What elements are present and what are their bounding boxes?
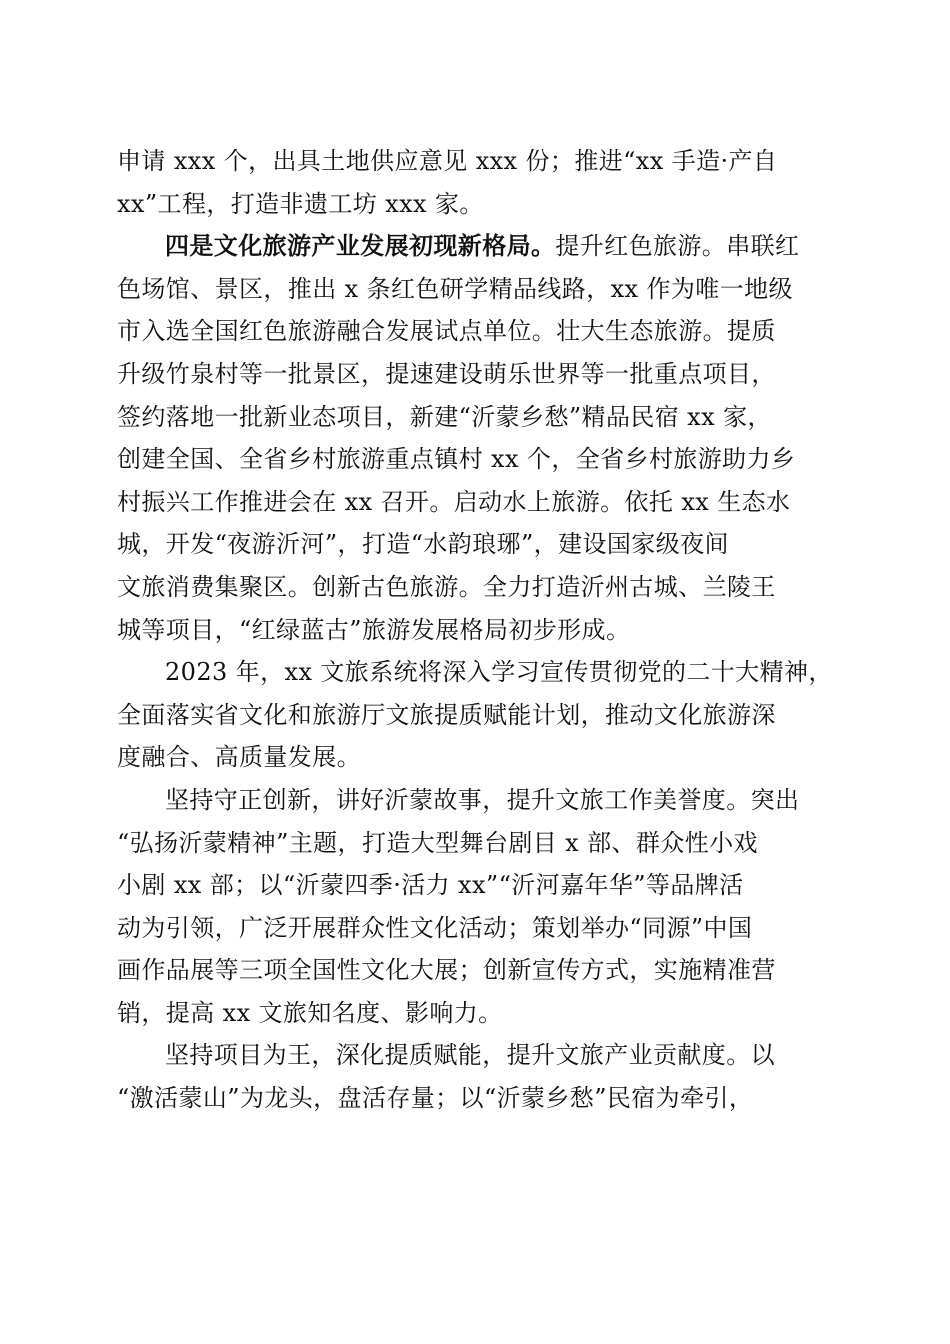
line-text: 申请 xxx 个，出具土地供应意见 xxx 份；推进“xx 手造·产自 [117, 147, 778, 175]
line-text: 创建全国、全省乡村旅游重点镇村 xx 个，全省乡村旅游助力乡 [117, 445, 796, 474]
text-line [117, 268, 833, 311]
text-line [117, 949, 833, 992]
text-line [117, 1077, 833, 1120]
text-line [117, 779, 833, 822]
line-text: 村振兴工作推进会在 xx 召开。启动水上旅游。依托 xx 生态水 [117, 487, 791, 516]
line-text: 色场馆、景区，推出 x 条红色研学精品线路，xx 作为唯一地级 [117, 274, 793, 303]
line-text: “激活蒙山”为龙头，盘活存量；以“沂蒙乡愁”民宿为牵引， [117, 1084, 754, 1113]
text-line [117, 353, 833, 396]
text-line [117, 566, 833, 609]
document-body [117, 140, 833, 1120]
text-line [117, 523, 833, 566]
line-text: 小剧 xx 部；以“沂蒙四季·活力 xx”“沂河嘉年华”等品牌活 [117, 871, 744, 900]
text-line [117, 438, 833, 481]
line-text: 升级竹泉村等一批景区，提速建设萌乐世界等一批重点项目， [117, 359, 776, 388]
text-line [117, 140, 833, 183]
line-text: 2023 年，xx 文旅系统将深入学习宣传贯彻党的二十大精神， [165, 658, 833, 687]
line-text: 销，提高 xx 文旅知名度、影响力。 [117, 998, 503, 1027]
text-line [117, 396, 833, 439]
line-text: 文旅消费集聚区。创新古色旅游。全力打造沂州古城、兰陵王 [117, 572, 776, 601]
text-line [117, 864, 833, 907]
text-line [117, 225, 833, 268]
line-text: 度融合、高质量发展。 [117, 743, 361, 772]
line-text: 市入选全国红色旅游融合发展试点单位。壮大生态旅游。提质 [117, 317, 776, 346]
text-line [117, 609, 833, 652]
text-line [117, 907, 833, 950]
line-text: 动为引领，广泛开展群众性文化活动；策划举办“同源”中国 [117, 913, 753, 942]
text-line [117, 651, 833, 694]
text-line [117, 736, 833, 779]
text-line [117, 822, 833, 865]
line-text: 坚持守正创新，讲好沂蒙故事，提升文旅工作美誉度。突出 [165, 785, 800, 814]
line-text: xx”工程，打造非遗工坊 xxx 家。 [117, 189, 484, 218]
line-text: 画作品展等三项全国性文化大展；创新宣传方式，实施精准营 [117, 956, 776, 985]
line-text: 签约落地一批新业态项目，新建“沂蒙乡愁”精品民宿 xx 家， [117, 402, 772, 431]
line-text: 坚持项目为王，深化提质赋能，提升文旅产业贡献度。以 [165, 1041, 775, 1070]
line-text: 城，开发“夜游沂河”，打造“水韵琅琊”，建设国家级夜间 [117, 530, 729, 559]
line-text: 提升红色旅游。串联红 [555, 232, 800, 261]
line-text: “弘扬沂蒙精神”主题，打造大型舞台剧目 x 部、群众性小戏 [117, 828, 758, 857]
paragraph-heading: 四是文化旅游产业发展初现新格局。 [165, 231, 556, 261]
line-text: 城等项目，“红绿蓝古”旅游发展格局初步形成。 [117, 615, 631, 644]
text-line [117, 183, 833, 226]
text-line [117, 310, 833, 353]
text-line [117, 1034, 833, 1077]
line-text: 全面落实省文化和旅游厅文旅提质赋能计划，推动文化旅游深 [117, 700, 776, 729]
text-line [117, 694, 833, 737]
text-line [117, 992, 833, 1035]
text-line [117, 481, 833, 524]
